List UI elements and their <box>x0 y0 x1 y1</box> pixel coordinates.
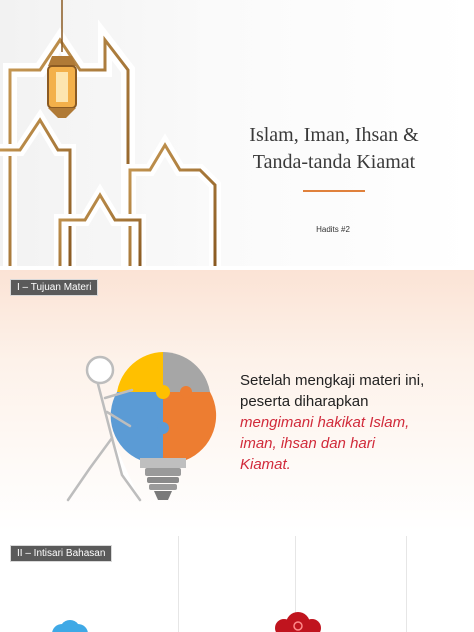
islamic-arch-lantern-illustration <box>0 0 230 266</box>
objective-text <box>240 370 430 475</box>
title-divider <box>303 190 365 192</box>
flower-icon <box>272 610 324 632</box>
column-divider <box>406 536 407 632</box>
slide-subtitle: Hadits #2 <box>316 225 350 234</box>
lantern-icon <box>48 56 76 118</box>
section-label: I – Tujuan Materi <box>10 279 98 296</box>
objective-highlight: mengimani hakikat Islam, iman, ihsan dan hari Kiamat. <box>240 414 410 473</box>
slide-title: Islam, Iman, Ihsan & Tanda-tanda Kiamat <box>249 124 419 173</box>
person-carrying-puzzle-lightbulb-icon <box>50 350 220 520</box>
title-slide <box>0 0 474 266</box>
cloud-icon <box>48 620 92 632</box>
objectives-slide <box>0 270 474 532</box>
section-label: II – Intisari Bahasan <box>10 545 112 562</box>
column-divider <box>178 536 179 632</box>
objective-intro: Setelah mengkaji materi ini, peserta diharapkan <box>240 372 425 410</box>
summary-slide <box>0 536 474 632</box>
